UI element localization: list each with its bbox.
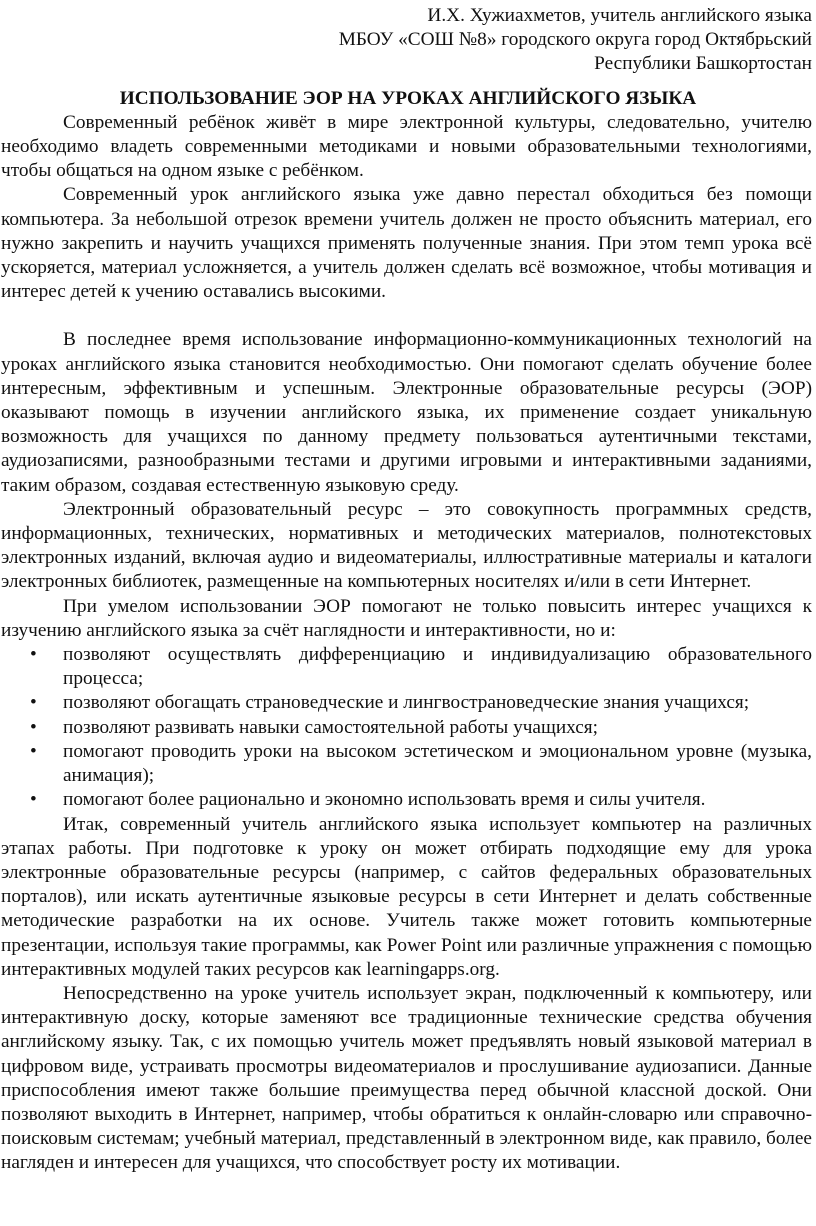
benefits-list <box>1 643 812 812</box>
paragraph: Современный урок английского языка уже давно перестал обходиться без помощи компьютера. За небольшой отрезок времени учитель должен не просто объяснить материал, его нужно закрепить и научить учащихся применять полученные знания. При этом темп урока всё ускоряется, материал усложняется, а учитель должен сделать всё возможное, чтобы мотивация и интерес детей к учению оставались высокими. <box>1 184 812 303</box>
bullet-icon: • <box>30 692 37 714</box>
list-item <box>30 788 812 812</box>
paragraph: При умелом использовании ЭОР помогают не только повысить интерес учащихся к изучению английского языка за счёт наглядности и интерактивности, но и: <box>1 595 812 641</box>
bullet-icon: • <box>30 716 37 738</box>
bullet-icon: • <box>30 644 37 666</box>
author-header <box>0 4 816 77</box>
paragraph: Современный ребёнок живёт в мире электронной культуры, следовательно, учителю необходимо владеть современными методиками и новыми образовательными технологиями, чтобы общаться на одном языке с ребёнком. <box>1 111 812 182</box>
list-item <box>30 740 812 788</box>
author-line: И.Х. Хужиахметов, учитель английского языка <box>427 5 812 26</box>
list-item-text: помогают более рационально и экономно использовать время и силы учителя. <box>63 789 706 811</box>
list-item <box>30 643 812 691</box>
paragraph: Непосредственно на уроке учитель использует экран, подключенный к компьютеру, или интерактивную доску, которые заменяют все традиционные технические средства обучения английскому языку. Так, с их помощью учитель может предъявлять новый языковой материал в цифровом виде, устраивать просмотры видеоматериалов и прослушивание аудиозаписи. Данные приспособления имеют также большие преимущества перед обычной классной доской. Они позволяют выходить в Интернет, например, чтобы обратиться к онлайн-словарю или справочно-поисковым системам; учебный материал, представленный в электронном виде, как правило, более нагляден и интересен для учащихся, что способствует росту их мотивации. <box>1 982 812 1174</box>
paragraph: Итак, современный учитель английского языка использует компьютер на различных этапах работы. При подготовке к уроку он может отбирать подходящие ему для урока электронные образовательные ресурсы (например, с сайтов федеральных образовательных порталов), или искать аутентичные языковые ресурсы в сети Интернет и делать собственные методические разработки на их основе. Учитель также может готовить компьютерные презентации, используя такие программы, как Power Point или различные упражнения с помощью интерактивных модулей таких ресурсов как learningapps.org. <box>1 813 812 980</box>
list-item-text: помогают проводить уроки на высоком эстетическом и эмоциональном уровне (музыка, анимация); <box>63 740 812 787</box>
paragraph: В последнее время использование информационно-коммуникационных технологий на уроках английского языка становится необходимостью. Они помогают сделать обучение более интересным, эффективным и успешным. Электронные образовательные ресурсы (ЭОР) оказывают помощь в изучении английского языка, их применение создает уникальную возможность для учащихся по данному предмету пользоваться аутентичными текстами, аудиозаписями, разнообразными тестами и другими игровыми и интерактивными заданиями, таким образом, создавая естественную языковую среду. <box>1 329 812 496</box>
paragraph: Электронный образовательный ресурс – это совокупность программных средств, информационных, технических, нормативных и методических материалов, полнотекстовых электронных изданий, включая аудио и видеоматериалы, иллюстративные материалы и каталоги электронных библиотек, размещенные на компьютерных носителях и/или в сети Интернет. <box>1 498 812 593</box>
document-body <box>0 111 816 1176</box>
list-item-text: позволяют обогащать страноведческие и лингвострановедческие знания учащихся; <box>63 692 750 714</box>
document-title: ИСПОЛЬЗОВАНИЕ ЭОР НА УРОКАХ АНГЛИЙСКОГО ЯЗЫКА <box>119 87 697 109</box>
bullet-icon: • <box>30 740 37 762</box>
list-item-text: позволяют развивать навыки самостоятельной работы учащихся; <box>63 716 599 738</box>
list-item <box>30 691 812 715</box>
bullet-icon: • <box>30 789 37 811</box>
region-line: Республики Башкортостан <box>594 53 812 75</box>
school-line: МБОУ «СОШ №8» городского округа город Октябрьский <box>338 29 812 51</box>
list-item-text: позволяют осуществлять дифференциацию и индивидуализацию образовательного процесса; <box>63 644 812 690</box>
list-item <box>30 716 812 740</box>
